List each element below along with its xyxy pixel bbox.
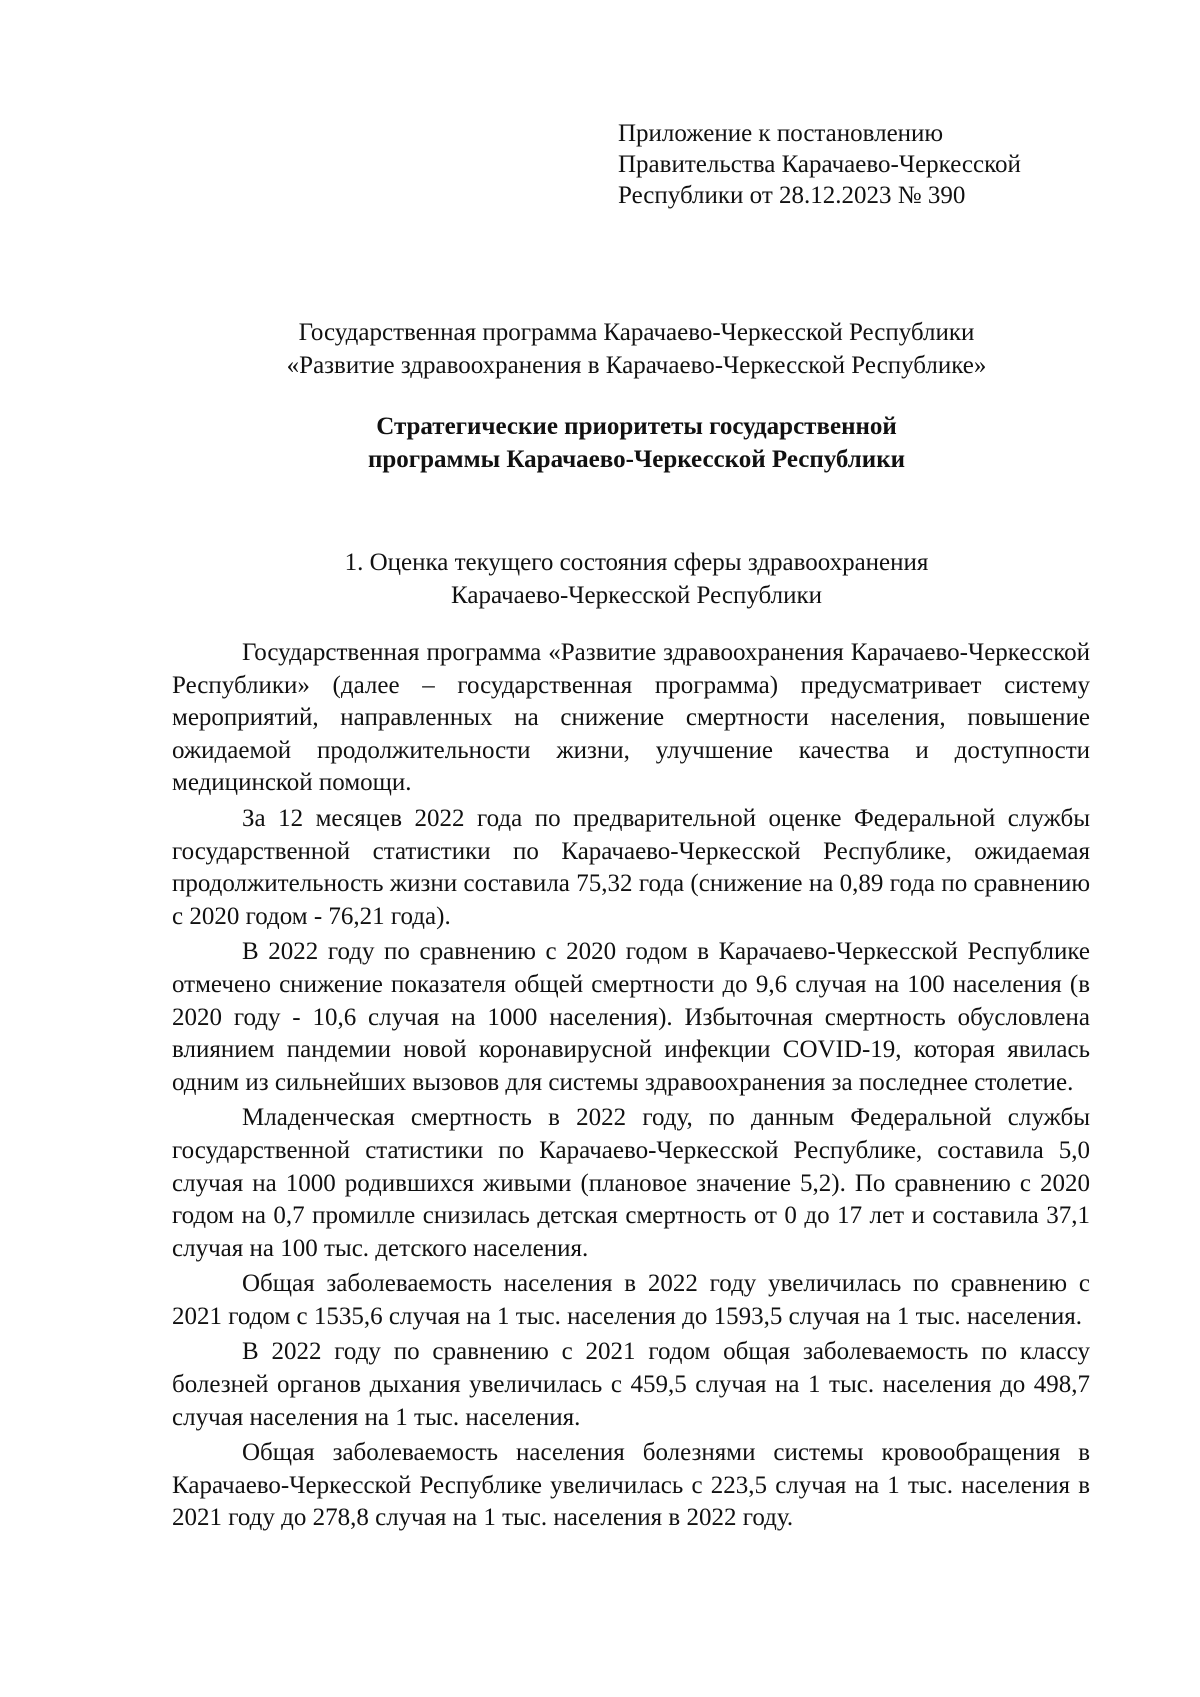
paragraph-general-mortality: В 2022 году по сравнению с 2020 годом в Карачаево-Черкесской Республике отмечено снижение показателя общей смертности до 9,6 случая на 100 населения (в 2020 году - 10,6 случая на 1000 населения). Избыточная смертность обусловлена влиянием пандемии новой коронавирусной инфекции COVID-19, которая явилась одним из сильнейших вызовов для системы здравоохранения за последнее столетие.	[172, 938, 1090, 1096]
strategic-heading-line-2: программы Карачаево-Черкесской Республики	[367, 446, 906, 473]
appendix-line-2: Правительства Карачаево-Черкесской	[618, 151, 1021, 178]
paragraph-infant-mortality: Младенческая смертность в 2022 году, по данным Федеральной службы государственной статистики по Карачаево-Черкесской Республике, составила 5,0 случая на 1000 родившихся живыми (плановое значение 5,2). По сравнению с 2020 годом на 0,7 промилле снизилась детская смертность от 0 до 17 лет и составила 37,1 случая на 100 тыс. детского населения.	[172, 1104, 1090, 1262]
program-title-line-1: Государственная программа Карачаево-Черкесской Республики	[298, 319, 975, 346]
section-heading-line-2: Карачаево-Черкесской Республики	[451, 582, 822, 609]
body-text	[172, 637, 1090, 1538]
section-heading-line-1: 1. Оценка текущего состояния сферы здравоохранения	[344, 549, 929, 576]
strategic-heading	[0, 410, 1200, 476]
appendix-line-3: Республики от 28.12.2023 № 390	[618, 182, 966, 209]
paragraph-program-overview: Государственная программа «Развитие здравоохранения Карачаево-Черкесской Республики» (далее – государственная программа) предусматривает систему мероприятий, направленных на снижение смертности населения, повышение ожидаемой продолжительности жизни, улучшение качества и доступности медицинской помощи.	[172, 639, 1090, 797]
paragraph-general-morbidity: Общая заболеваемость населения в 2022 году увеличилась по сравнению с 2021 годом с 1535,6 случая на 1 тыс. населения до 1593,5 случая на 1 тыс. населения.	[172, 1270, 1090, 1330]
paragraph-life-expectancy: За 12 месяцев 2022 года по предварительной оценке Федеральной службы государственной статистики по Карачаево-Черкесской Республике, ожидаемая продолжительность жизни составила 75,32 года (снижение на 0,89 года по сравнению с 2020 годом - 76,21 года).	[172, 804, 1090, 930]
section-heading	[0, 546, 1200, 612]
appendix-header	[618, 118, 1021, 211]
program-title	[0, 316, 1200, 382]
program-title-line-2: «Развитие здравоохранения в Карачаево-Черкесской Республике»	[286, 352, 987, 379]
appendix-line-1: Приложение к постановлению	[618, 120, 944, 147]
paragraph-circulatory-morbidity: Общая заболеваемость населения болезнями системы кровообращения в Карачаево-Черкесской Республике увеличилась с 223,5 случая на 1 тыс. населения в 2021 году до 278,8 случая на 1 тыс. населения в 2022 году.	[172, 1439, 1090, 1532]
paragraph-respiratory-morbidity: В 2022 году по сравнению с 2021 годом общая заболеваемость по классу болезней органов дыхания увеличилась с 459,5 случая на 1 тыс. населения до 498,7 случая населения на 1 тыс. населения.	[172, 1338, 1090, 1431]
strategic-heading-line-1: Стратегические приоритеты государственной	[376, 413, 897, 440]
